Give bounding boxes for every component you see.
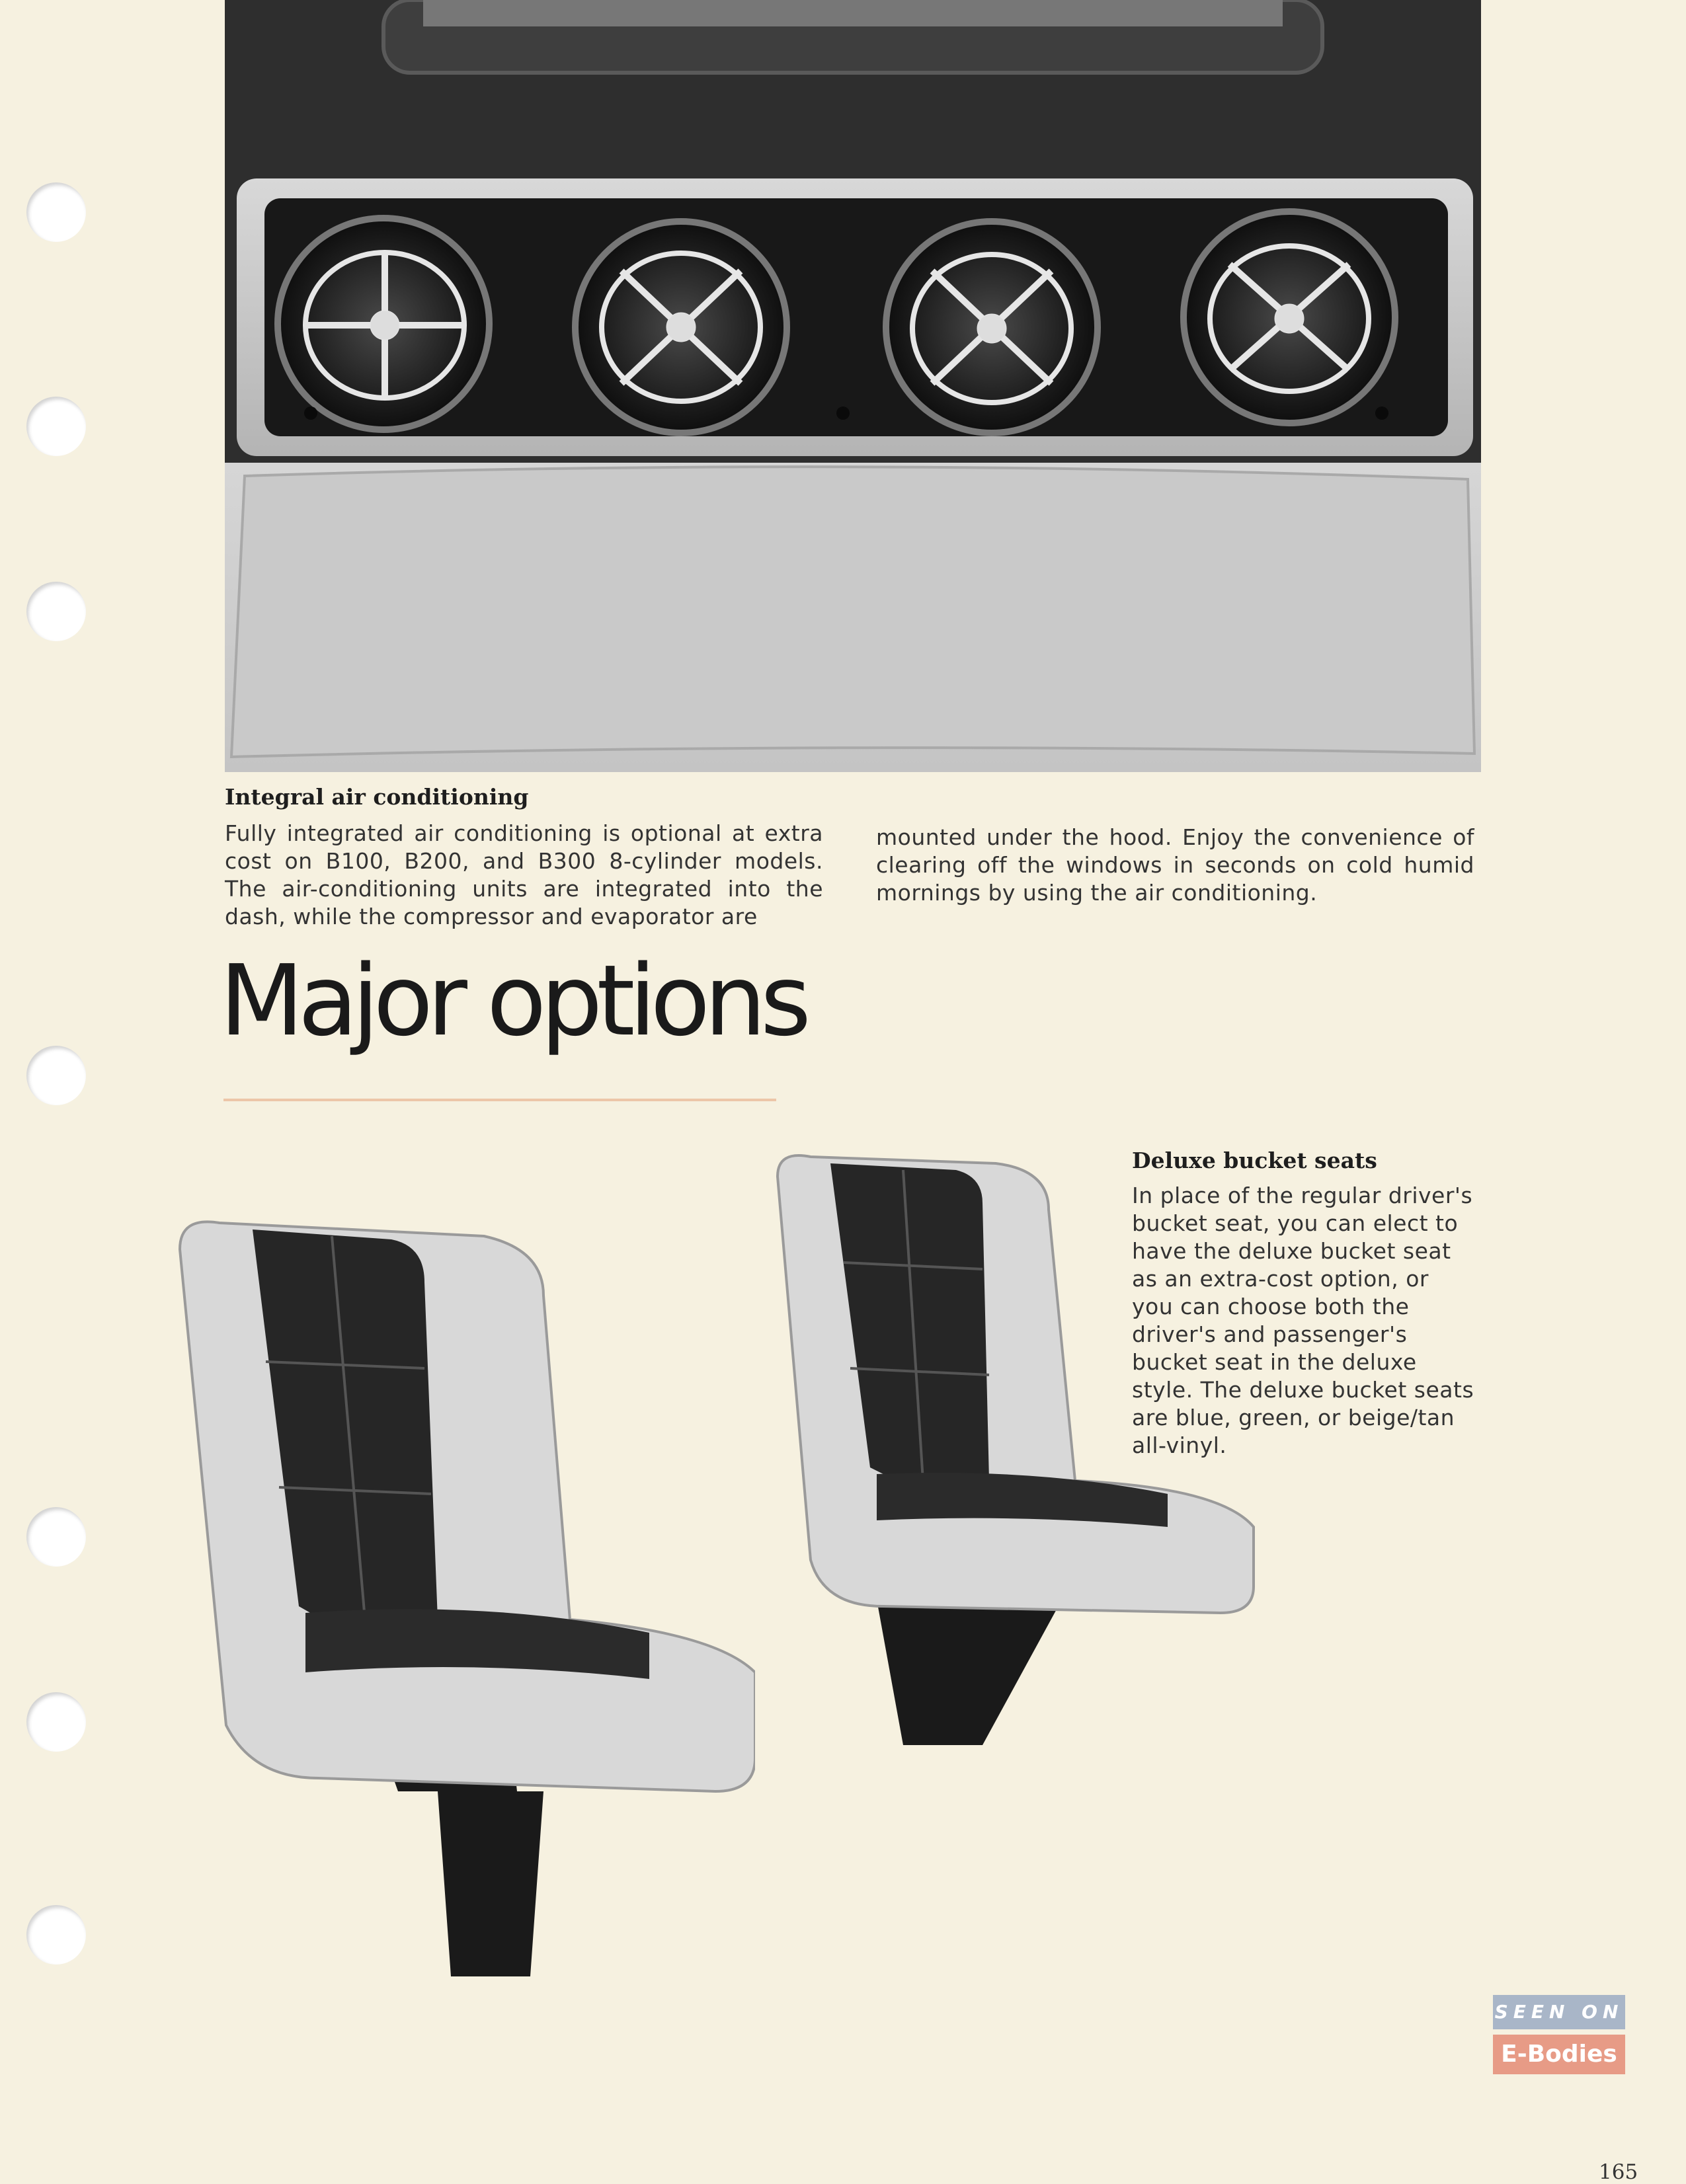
bucket-seats-text: In place of the regular driver's bucket seat, you can elect to have the deluxe bucket seat as an extra-cost option, or you can choose both the driver's and passenger's bucket seat in the deluxe style. The deluxe bucket seats are blue, green, or beige/tan all-vinyl. xyxy=(1132,1183,1474,1458)
page-number: 165 xyxy=(1599,2160,1638,2184)
punch-hole xyxy=(26,1905,86,1965)
badge-top-text: SEEN ON xyxy=(1493,1995,1625,2029)
seen-on-ebodies-badge xyxy=(1493,1995,1625,2076)
punch-hole xyxy=(26,1507,86,1567)
deluxe-bucket-seat-left xyxy=(173,1210,755,1990)
deluxe-bucket-seat-right xyxy=(771,1150,1260,1772)
air-conditioning-text-col1: Fully integrated air conditioning is optional at extra cost on B100, B200, and B300 8-cylinder models. The air-conditioning units are integrated into the dash, while the compressor and evaporator are xyxy=(225,820,823,929)
punch-hole xyxy=(26,582,86,641)
air-conditioning-photo xyxy=(225,0,1481,772)
punch-hole xyxy=(26,182,86,242)
heading-underline xyxy=(223,1099,776,1101)
air-conditioning-title: Integral air conditioning xyxy=(225,784,529,810)
page-heading: Major options xyxy=(220,944,806,1058)
punch-hole xyxy=(26,1046,86,1105)
punch-hole xyxy=(26,397,86,456)
air-conditioning-text-col2: mounted under the hood. Enjoy the convenience of clearing off the windows in seconds on cold humid mornings by using the air conditioning. xyxy=(876,824,1474,906)
badge-bottom-text: E-Bodies xyxy=(1493,2035,1625,2074)
punch-hole xyxy=(26,1692,86,1752)
bucket-seats-title: Deluxe bucket seats xyxy=(1132,1148,1377,1173)
